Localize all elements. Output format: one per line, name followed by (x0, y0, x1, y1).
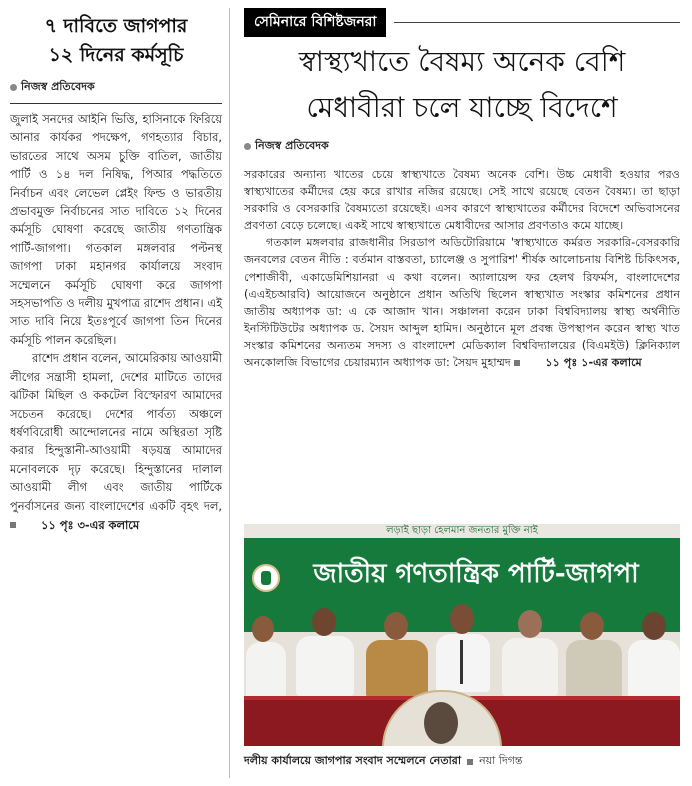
press-conference-photo (244, 524, 680, 746)
caption-text: দলীয় কার্যালয়ে জাগপার সংবাদ সম্মেলনে নেতারা (244, 754, 462, 767)
bullet-icon (10, 84, 17, 91)
person-torso (502, 638, 558, 696)
right-article-body (244, 166, 680, 372)
photo-credit: নয়া দিগন্ত (479, 754, 523, 767)
left-headline (10, 12, 222, 70)
left-article-body (10, 110, 222, 534)
left-paragraph-2-text: রাশেদ প্রধান বলেন, আমেরিকায় আওয়ামী লীগের সন্ত্রাসী হামলা, দেশের মাটিতে তাদের ঝটিকা মিছিল ও ককটেল বিস্ফোরণ আমাদের সচেতন করেছে। দেশের পার্বত্য অঞ্চলে ধর্ষণবিরোধী আন্দোলনের নামে অস্থিরতা সৃষ্টি করার হিন্দুস্তানী-আওয়ামী ষড়যন্ত্র আমাদের মনোবলকে দৃঢ় করেছে। হিন্দুস্তানের দালাল আওয়ামী লীগ এবং জাতীয় পার্টিকে পুনর্বাসনের জন্য বাংলাদেশের একটি বৃহৎ দল, (10, 351, 222, 513)
party-logo-icon (252, 564, 280, 592)
banner-text: জাতীয় গণতান্ত্রিক পার্টি-জাগপা (313, 559, 639, 589)
person-torso (366, 640, 428, 698)
right-byline-text: নিজস্ব প্রতিবেদক (255, 139, 329, 152)
square-bullet-icon (10, 522, 16, 528)
person-head (384, 612, 408, 640)
person-torso (296, 636, 354, 696)
person-torso (566, 640, 622, 698)
person-head (312, 608, 336, 636)
right-jump-text: ১১ পৃঃ ১-এর কলামে (545, 356, 642, 370)
right-headline-line-1: স্বাস্থ্যখাতে বৈষম্য অনেক বেশি (298, 45, 626, 78)
right-paragraph-2-text: গতকাল মঙ্গলবার রাজধানীর সিরডাপ অডিটোরিয়ামে 'স্বাস্থ্যখাতে কর্মরত সরকারি-বেসরকারি জনবলের বেতন নীতি : বর্তমান বাস্তবতা, চ্যালেঞ্জ ও সুপারিশ' শীর্ষক আলোচনায় বিশিষ্ট চিকিৎসক, পেশাজীবী, একাডেমিশিয়ানরা এ কথা বলেন। অ্যালায়েন্স ফর হেলথ রিফর্মস, বাংলাদেশের (এএইচআরবি) আয়োজনে অনুষ্ঠানে প্রধান অতিথি ছিলেন স্বাস্থ্যখাত সংস্কার কমিশনের প্রধান জাতীয় অধ্যাপক ডা: এ কে আজাদ খান। সঞ্চালনা করেন ঢাকা বিশ্ববিদ্যালয় স্বাস্থ্য অর্থনীতি ইনস্টিটিউটের অধ্যাপক ড. সৈয়দ আব্দুল হামিদ। অনুষ্ঠানে মূল প্রবন্ধ উপস্থাপন করেন স্বাস্থ্য খাত সংস্কার কমিশনের অন্যতম সদস্য ও বাংলাদেশ মেডিক্যাল বিশ্ববিদ্যালয়ের (বিএমইউ) ক্লিনিক্যাল অনকোলজি বিভাগের চেয়ারম্যান অধ্যাপক ডা: সৈয়দ মুহাম্মদ (244, 236, 680, 370)
person-head (518, 610, 542, 638)
left-paragraph-2 (10, 349, 222, 534)
photo-caption (244, 752, 680, 771)
left-headline-line-2: ১২ দিনের কর্মসূচি (48, 44, 184, 66)
right-byline (244, 137, 680, 156)
portrait-face (424, 702, 458, 744)
person-head (450, 604, 474, 634)
banner-slogan: লড়াই ছাড়া হেলমান জনতার মুক্তি নাই (244, 524, 680, 538)
right-jump-link[interactable] (514, 354, 641, 371)
left-byline (10, 78, 222, 97)
kicker-rule (394, 22, 680, 23)
square-bullet-icon (514, 360, 520, 366)
left-jump-text: ১১ পৃঃ ৩-এর কলামে (41, 517, 140, 532)
left-paragraph-1: জুলাই সনদের আইনি ভিত্তি, হাসিনাকে ফিরিয়ে আনার কার্যকর পদক্ষেপ, গণহত্যার বিচার, ভারতের সাথে অসম চুক্তি বাতিল, জাতীয় পার্টি ও ১৪ দল নিষিদ্ধ, পিআর পদ্ধতিতে নির্বাচন এবং লেভেল প্লেইং ফিল্ড ও ভারতীয় প্রভাবমুক্ত নির্বাচনের সাত দাবিতে ১২ দিনের কর্মসূচি ঘোষণা করেছে জাতীয় গণতান্ত্রিক পার্টি-জাগপা। গতকাল মঙ্গলবার পল্টনস্থ জাগপা ঢাকা মহানগর কার্যালয়ে সংবাদ সম্মেলনে কর্মসূচি ঘোষণা করে জাগপা সহসভাপতি ও দলীয় মুখপাত্র রাশেদ প্রধান। এই সাত দাবি নিয়ে ইতঃপূর্বে জাগপা তিন দিনের কর্মসূচি পালন করেছিল। (10, 112, 222, 347)
right-headline-line-2: মেধাবীরা চলে যাচ্ছে বিদেশে (306, 91, 618, 124)
person-head (580, 612, 604, 640)
person-torso (436, 634, 490, 692)
column-divider (229, 8, 230, 778)
person-head (252, 616, 274, 642)
right-paragraph-2 (244, 234, 680, 371)
right-article (244, 8, 680, 372)
left-byline-text: নিজস্ব প্রতিবেদক (21, 80, 95, 93)
person-head (642, 612, 666, 640)
bullet-icon (244, 143, 251, 150)
right-headline (244, 39, 680, 131)
person-torso (628, 640, 680, 698)
right-paragraph-1: সরকারের অন্যান্য খাতের চেয়ে স্বাস্থ্যখাতে বৈষম্য অনেক বেশি। উচ্চ মেধাবী হওয়ার পরও স্বাস্থ্যখাতের কর্মীদের হেয় করে রাখার নজির রয়েছে। সেই সাথে রয়েছে বেতন বৈষম্য। তা ছাড়া সরকারি ও বেসরকারি বৈষম্যতো রয়েছেই। এসব কারণে স্বাস্থ্যখাতের কর্মীদের বিদেশে অভিবাসনের প্রবণতা বেড়ে চলেছে। একই সাথে স্বাস্থ্যখাতে মেধাবীদের আসার প্রবণতাও কমে যাচ্ছে। (244, 168, 680, 233)
person-torso (246, 642, 286, 698)
kicker-row (244, 8, 680, 37)
left-rule (10, 103, 222, 104)
left-headline-line-1: ৭ দাবিতে জাগপার (44, 15, 188, 37)
square-bullet-icon (467, 759, 473, 765)
left-jump-link[interactable] (10, 516, 139, 534)
left-article (10, 12, 222, 534)
microphone-icon (460, 640, 463, 684)
kicker: সেমিনারে বিশিষ্টজনরা (244, 8, 386, 37)
